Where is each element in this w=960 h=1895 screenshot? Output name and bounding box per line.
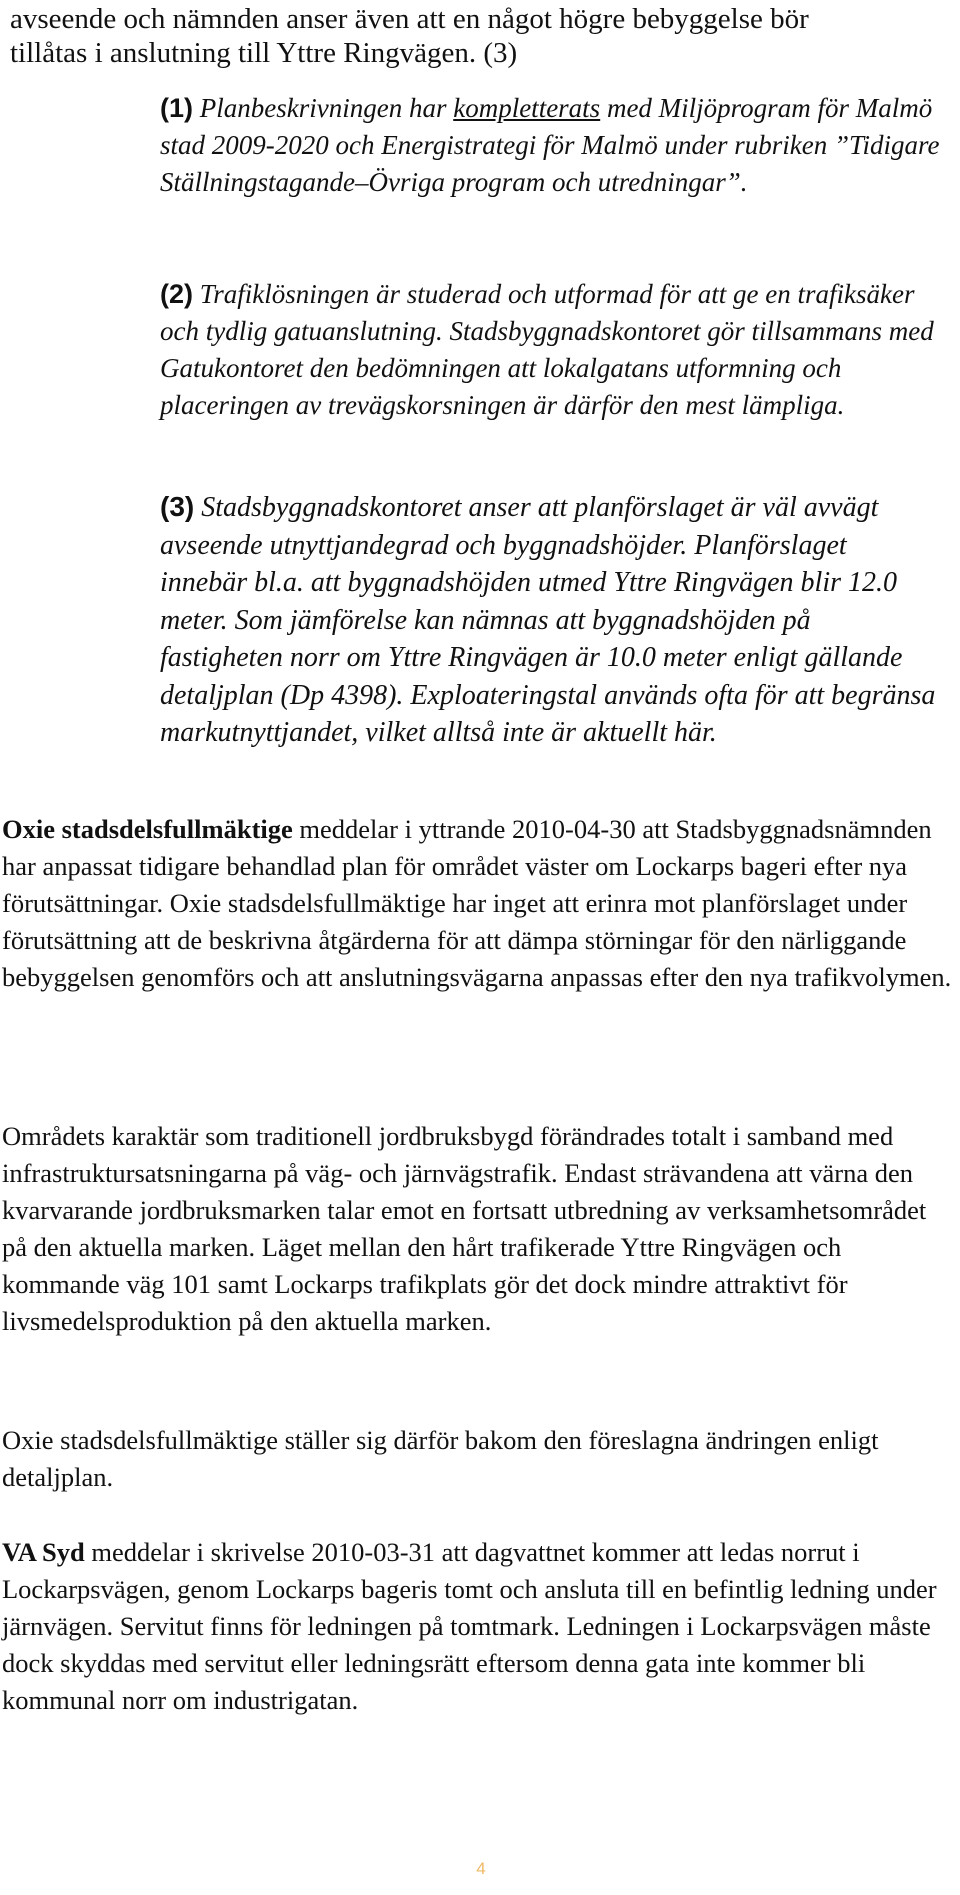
oxie-heading: Oxie stadsdelsfullmäktige: [2, 814, 293, 844]
va-syd-text: meddelar i skrivelse 2010-03-31 att dagvattnet kommer att ledas norrut i Lockarpsvägen, genom Lockarps bageris tomt och ansluta till en befintlig ledning under järnvägen. Servitut finns för ledningen på tomtmark. Ledningen i Lockarpsvägen måste dock skyddas med servitut eller ledningsrätt eftersom denna gata inte kommer bli kommunal norr om industrigatan.: [2, 1537, 937, 1715]
intro-paragraph: [10, 2, 950, 70]
intro-line-1: avseende och nämnden anser även att en något högre bebyggelse bör: [10, 3, 809, 35]
response-2-text: Trafiklösningen är studerad och utformad för att ge en trafiksäker och tydlig gatuanslutning. Stadsbyggnadskontoret gör tillsammans med Gatukontoret den bedömningen att lokalgatans utformning och placeringen av trevägskorsningen är därför den mest lämpliga.: [160, 279, 934, 420]
va-syd-paragraph: [2, 1534, 952, 1719]
oxie-support-paragraph: Oxie stadsdelsfullmäktige ställer sig därför bakom den föreslagna ändringen enligt detaljplan.: [2, 1425, 879, 1492]
response-2-number: (2): [160, 279, 193, 309]
response-1-text-before: Planbeskrivningen har: [199, 93, 447, 123]
response-3: [160, 488, 940, 752]
omradet-paragraph: Områdets karaktär som traditionell jordbruksbygd förändrades totalt i samband med infrastruktursatsningarna på väg- och järnvägstrafik. Endast strävandena att värna den kvarvarande jordbruksmarken talar emot en fortsatt utbredning av verksamhetsområdet på den aktuella marken. Läget mellan den hårt trafikerade Yttre Ringvägen och kommande väg 101 samt Lockarps trafikplats gör det dock mindre attraktivt för livsmedelsproduktion på den aktuella marken.: [2, 1121, 927, 1336]
response-2: [160, 276, 940, 424]
response-3-number: (3): [160, 491, 195, 522]
page-number: 4: [476, 1859, 486, 1878]
oxie-text: meddelar i yttrande 2010-04-30 att Stadsbyggnadsnämnden har anpassat tidigare behandlad plan för området väster om Lockarps bageri efter nya förutsättningar. Oxie stadsdelsfullmäktige har inget att erinra mot planförslaget under förutsättning att de beskrivna åtgärderna för att dämpa störningar för den närliggande bebyggelsen genomförs och att anslutningsvägarna anpassas efter den nya trafikvolymen.: [2, 814, 952, 992]
va-syd-heading: VA Syd: [2, 1537, 85, 1567]
response-1-text-after: med Miljöprogram för Malmö stad 2009-2020 och Energistrategi för Malmö under rubriken ”Tidigare Ställningstagande–Övriga program och utredningar”.: [160, 93, 940, 197]
response-1: [160, 90, 940, 201]
oxie-paragraph: [2, 811, 952, 996]
response-1-underlined: kompletterats: [453, 93, 601, 123]
response-3-text: Stadsbyggnadskontoret anser att planförslaget är väl avvägt avseende utnyttjandegrad och byggnadshöjder. Planförslaget innebär bl.a. att byggnadshöjden utmed Yttre Ringvägen blir 12.0 meter. Som jämförelse kan nämnas att byggnadshöjden på fastigheten norr om Yttre Ringvägen är 10.0 meter enligt gällande detaljplan (Dp 4398). Exploateringstal används ofta för att begränsa markutnyttjandet, vilket alltså inte är aktuellt här.: [160, 492, 936, 748]
response-1-number: (1): [160, 93, 193, 123]
intro-line-2: tillåtas i anslutning till Yttre Ringvägen. (3): [10, 37, 518, 69]
